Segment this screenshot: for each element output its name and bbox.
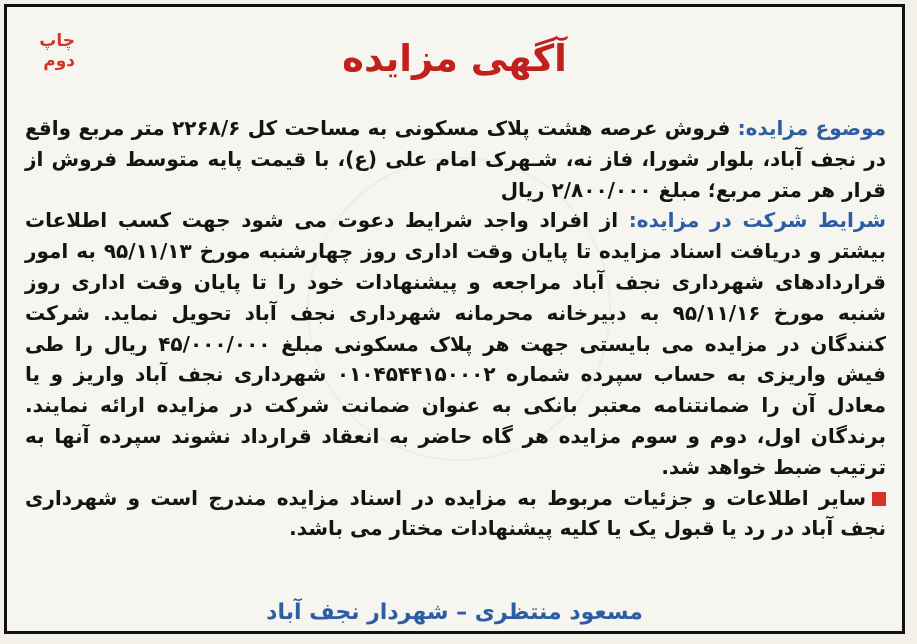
edition-badge: چاپ دوم — [39, 31, 75, 71]
notice-body — [25, 113, 886, 544]
subject-text: فروش عرصه هشت پلاک مسکونی به مساحت کل ۲۲۶۸/۶ متر مربع واقع در نجف آباد، بلوار شورا، فاز نه، شـهرک امام علی (ع)، با قیمت پایه متوسط فروش از قرار هر متر مربع؛ مبلغ ۲/۸۰۰/۰۰۰ ریال — [25, 116, 886, 202]
auction-notice — [4, 4, 905, 634]
subject-paragraph — [25, 113, 886, 205]
other-info-paragraph — [25, 483, 886, 545]
notice-title: آگهی مزایده — [342, 37, 567, 80]
square-bullet-icon — [872, 492, 886, 506]
conditions-paragraph — [25, 205, 886, 482]
subject-label: موضوع مزایده: — [737, 116, 886, 140]
signature-line: مسعود منتظری – شهردار نجف آباد — [266, 600, 643, 625]
conditions-label: شرایط شرکت در مزایده: — [628, 208, 887, 233]
other-info-text: سایر اطلاعات و جزئیات مربوط به مزایده در اسناد مزایده مندرج است و شهرداری نجف آباد در رد یا قبول یک یا کلیه پیشنهادات مختار می باشد. — [25, 485, 886, 541]
conditions-text: از افراد واجد شرایط دعوت می شود جهت کسب اطلاعات بیشتر و دریافت اسناد مزایده تا پایان وقت اداری روز چهارشنبه مورخ ۹۵/۱۱/۱۳ به امور قراردادهای شهرداری نجف آباد مراجعه و پیشنهادات خود را تا پایان وقت اداری روز شنبه مورخ ۹۵/۱۱/۱۶ به دبیرخانه محرمانه شهرداری نجف آباد تحویل نماید. شرکت کنندگان در مزایده می بایستی جهت هر پلاک مسکونی مبلغ ۴۵/۰۰۰/۰۰۰ ریال را طی فیش واریزی به حساب سپرده شماره ۰۱۰۴۵۴۴۱۵۰۰۰۲ شهرداری نجف آباد واریز و یا معادل آن را ضمانتنامه معتبر بانکی به عنوان ضمانت شرکت در مزایده ارائه نمایند. برندگان اول، دوم و سوم مزایده هر گاه حاضر به انعقاد قرارداد نشوند سپرده آنها به ترتیب ضبط خواهد شد. — [25, 208, 887, 479]
